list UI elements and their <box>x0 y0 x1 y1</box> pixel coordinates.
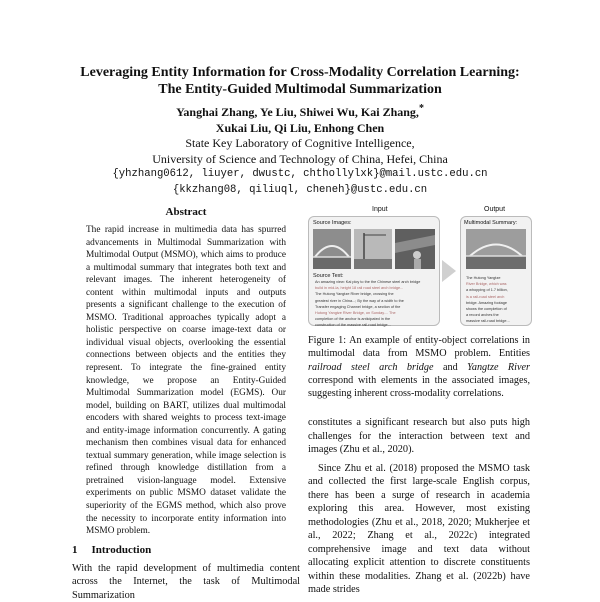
arrow-icon <box>442 260 456 282</box>
abstract-heading: Abstract <box>165 206 207 218</box>
affiliation-line-1: State Key Laboratory of Cognitive Intelligence, <box>185 136 415 150</box>
section-number: 1 <box>72 543 78 556</box>
introduction-text: With the rapid development of multimedia content across the Internet, the task of Multimodal Summarization <box>72 562 300 601</box>
source-text-line: build in mid-la, height 18 rail road steel arch bridge... <box>315 286 404 291</box>
left-column <box>72 206 300 602</box>
source-text-line: Hutong Yangtze River Bridge, on Sunday.... The <box>315 311 396 316</box>
summary-text-snippet <box>466 275 528 325</box>
source-text-line: completion of the anchor is anticipated in the <box>315 317 391 322</box>
summary-text-line: a record arches the <box>466 313 499 318</box>
source-text-line: Transfer engaging Channel bridge, a section of the <box>315 304 401 309</box>
output-panel <box>460 216 532 326</box>
source-text-line: greatest river in China...; By the way of a width to the <box>315 298 404 303</box>
source-text-line: construction of the massive rail-road bridge... <box>315 323 391 328</box>
right-column <box>308 206 530 597</box>
summary-text-line: massive rail-road bridge... <box>466 319 510 324</box>
source-image-worker <box>395 229 435 269</box>
source-images-label: Source Images: <box>313 220 352 226</box>
email-line-1: {yhzhang0612, liuyer, dwustc, chthollylxk}@mail.ustc.edu.cn <box>112 168 488 180</box>
figure-caption <box>308 334 530 400</box>
paragraph: constitutes a significant research but also puts high challenges for the interaction between text and images (Zhu et al., 2020). <box>308 417 530 456</box>
right-body-text <box>308 416 530 597</box>
summary-text-line: is a rail-road steel arch <box>466 294 505 299</box>
input-panel <box>308 216 440 326</box>
source-image-bridge <box>313 229 351 269</box>
summary-text-line: The Hutong Yangtze <box>466 276 501 280</box>
author-line-1 <box>40 101 560 121</box>
caption-entity-2: Yangtze River <box>467 361 530 373</box>
author-block <box>40 101 560 198</box>
caption-suffix: correspond with elements in the associated images, suggesting inherent cross-modality correlations. <box>308 374 530 400</box>
source-text-line: The Hutong Yangtze River bridge, crossing the <box>315 292 394 297</box>
author-line-2: Xukai Liu, Qi Liu, Enhong Chen <box>215 120 385 135</box>
source-text-line: An amazing view: Kai ploy to the the Chinese steel arch bridge <box>315 280 421 284</box>
paper-title <box>40 64 560 98</box>
summary-text-line: River Bridge, which was <box>466 282 507 287</box>
caption-and: and <box>433 361 468 373</box>
summary-text-line: shows the completion of <box>466 307 507 312</box>
figure-output-label: Output <box>484 206 506 213</box>
author-names-1: Yanghai Zhang, Ye Liu, Shiwei Wu, Kai Zhang, <box>176 105 419 119</box>
title-line-2: The Entity-Guided Multimodal Summarization <box>158 82 442 97</box>
multimodal-summary-label: Multimodal Summary: <box>464 220 518 226</box>
summary-image-bridge <box>466 229 526 269</box>
section-title: Introduction <box>91 543 152 556</box>
corresponding-mark: * <box>418 103 424 114</box>
figure-input-label: Input <box>372 206 388 213</box>
source-image-construction <box>354 229 392 269</box>
section-heading-introduction <box>72 544 300 556</box>
affiliation-line-2: University of Science and Technology of China, Hefei, China <box>152 151 448 166</box>
figure-1 <box>308 206 530 328</box>
title-line-1: Leveraging Entity Information for Cross-Modality Correlation Learning: <box>80 65 520 80</box>
abstract-text: The rapid increase in multimedia data has spurred advancements in Multimodal Summarization with Multimodal Output (MSMO), which aims to produce a multimodal summary that integrates both text and relevant images. The inherent heterogeneity of content within multimodal inputs and outputs presents a significant challenge to the execution of MSMO. Traditional approaches typically adopt a holistic perspective on coarse image-text data or individual visual objects, overlooking the essential connections between objects and the entities they represent. To integrate the fine-grained entity knowledge, we propose an Entity-Guided Multimodal Summarization model (EGMS). Our model, building on BART, utilizes dual multimodal encoders with shared weights to process text-image and entity-image information concurrently. A gating mechanism then combines visual data for enhanced textual summary generation, while image selection is refined through knowledge distillation from a pretrained vision-language model. Extensive experiments on public MSMO dataset validate the superiority of the EGMS method, which also prove the necessity to incorporate entity information into MSMO problem. <box>86 225 286 537</box>
source-text-snippet <box>315 279 435 329</box>
paragraph: Since Zhu et al. (2018) proposed the MSMO task and collected the first large-scale English corpus, there has been a surge of research in academia exploring this area. However, most existing methodologies (Zhu et al., 2018, 2020; Mukherjee et al., 2022; Zhang et al., 2022c) integrated comprehensive image and text data without allocating explicit attention to discrete constituents within these modalities. Zhang et al. (2022b) have made strides <box>308 462 530 596</box>
summary-text-line: bridge. Amazing footage <box>466 300 507 305</box>
caption-prefix: Figure 1: An example of entity-object correlations in multimodal data from MSMO problem. Entities <box>308 335 530 360</box>
caption-entity-1: railroad steel arch bridge <box>308 361 434 373</box>
summary-text-line: a whopping of 1.7 billion, <box>466 288 508 293</box>
email-line-2: {kkzhang08, qiliuql, cheneh}@ustc.edu.cn <box>172 183 428 196</box>
source-text-label: Source Text: <box>313 273 344 279</box>
